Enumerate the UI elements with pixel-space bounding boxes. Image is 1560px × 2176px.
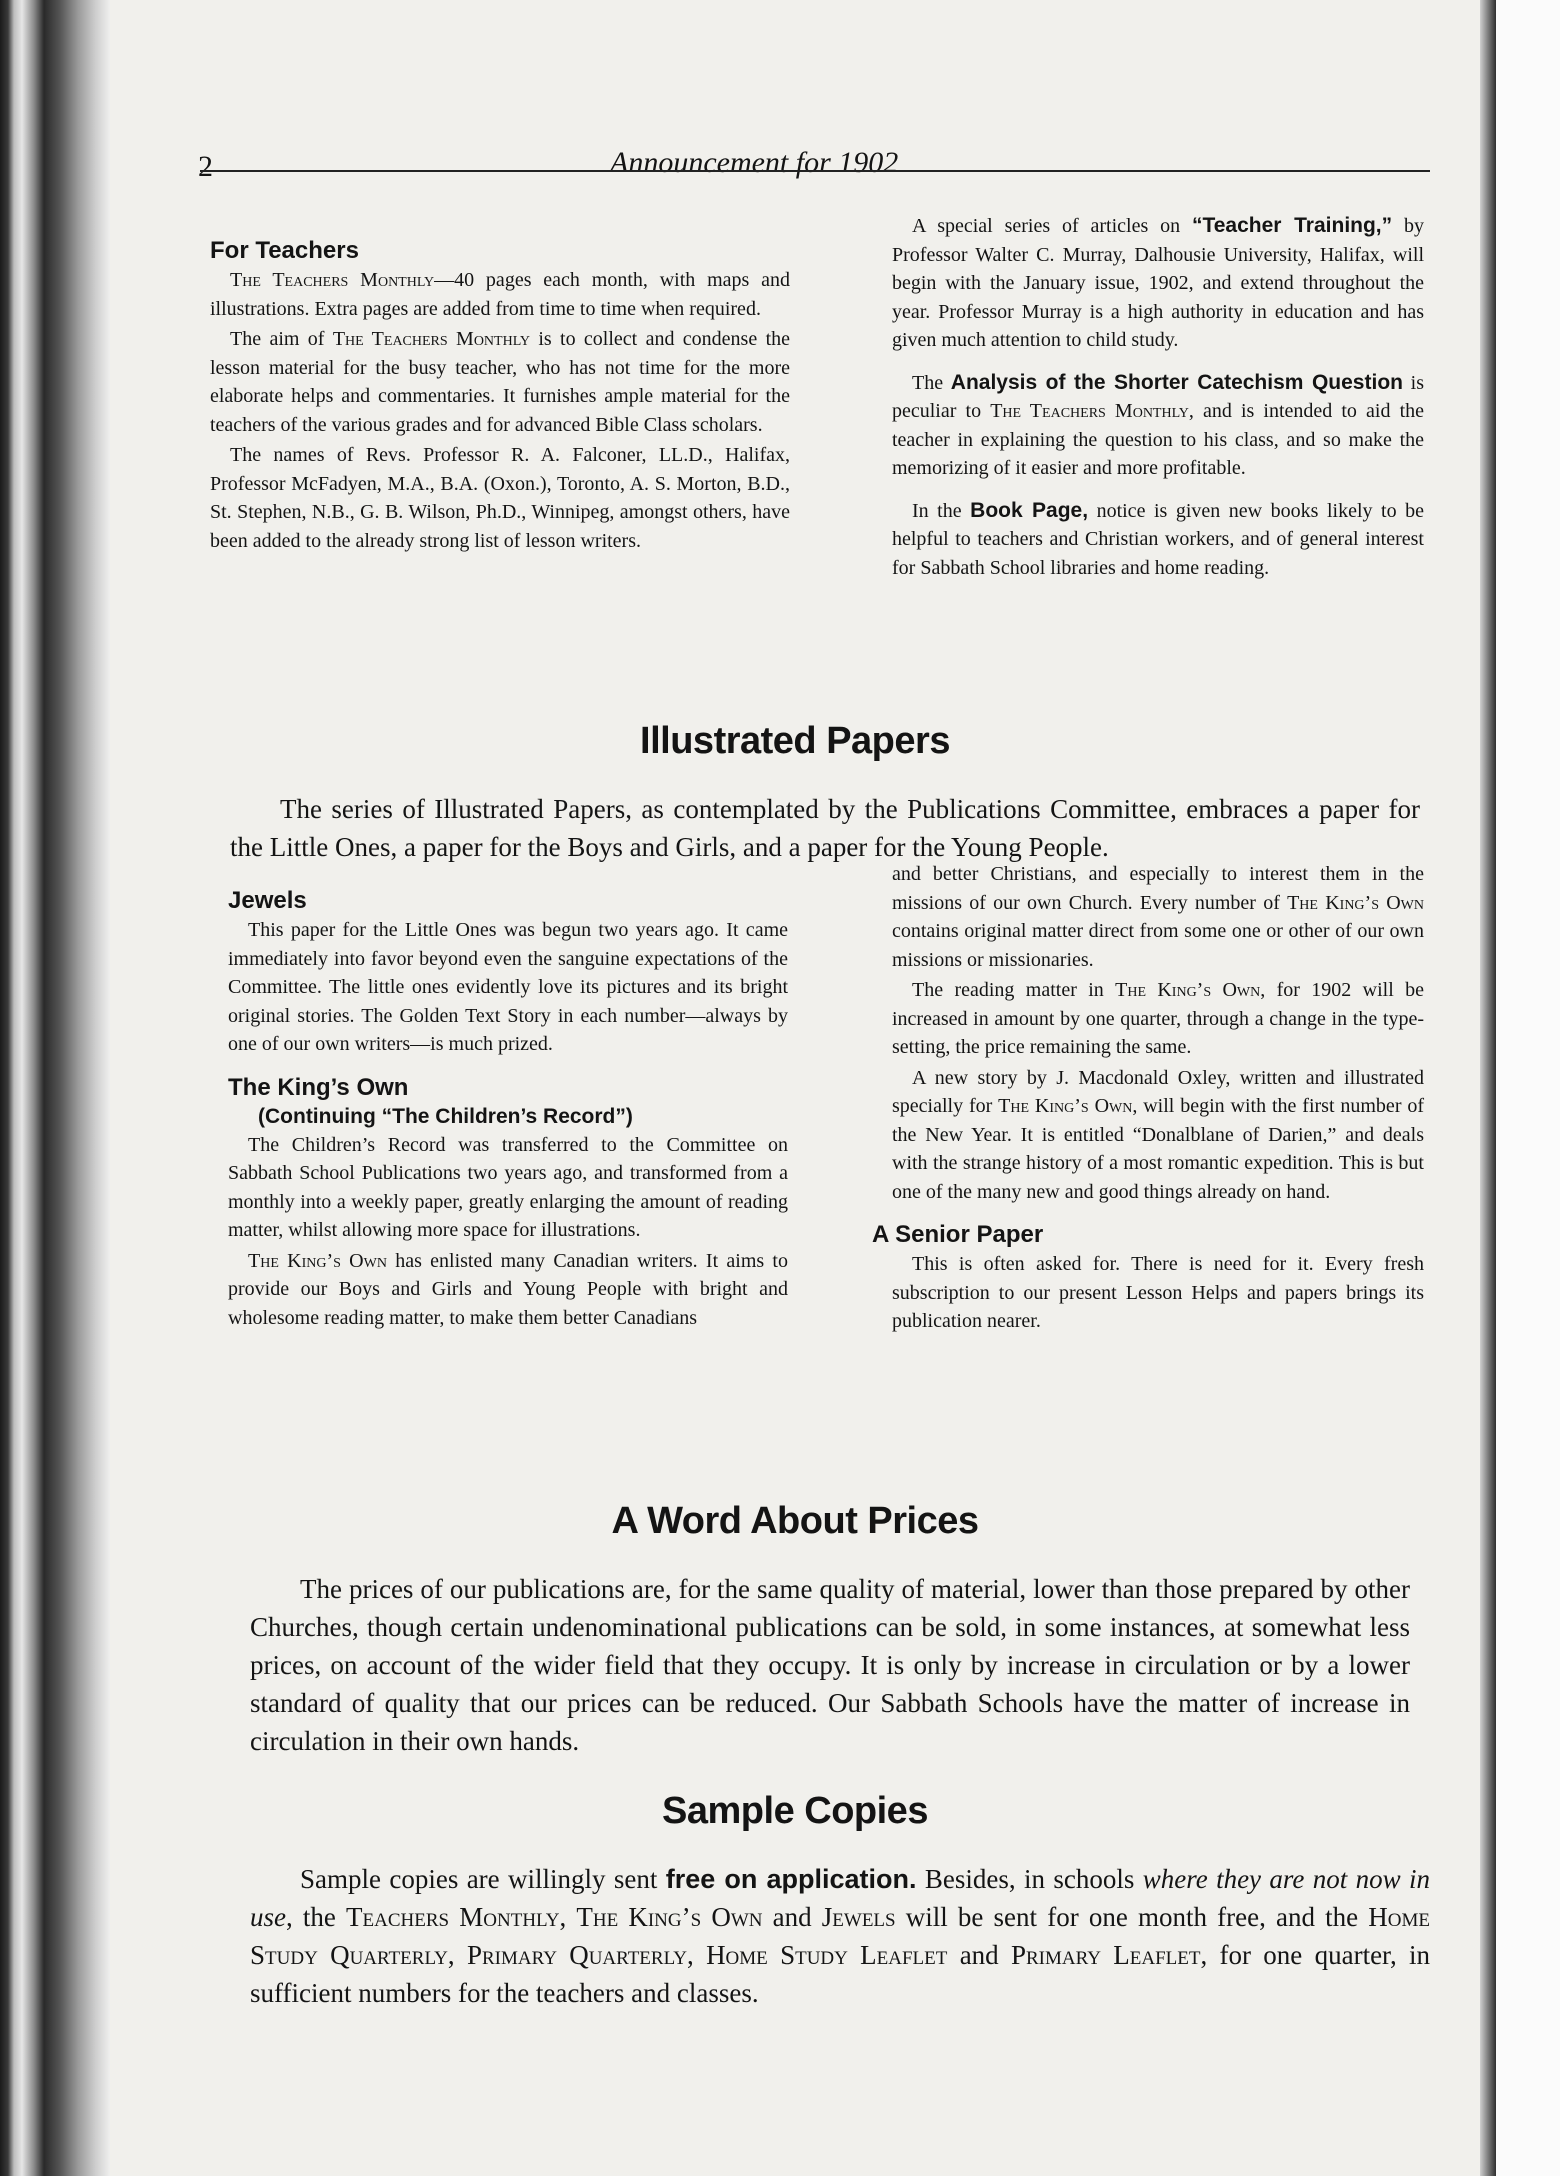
- kings-own-paragraph-continued: [892, 860, 1424, 974]
- kings-own-heading: The King’s Own: [228, 1073, 409, 1101]
- paragraph-text: by Professor Walter C. Murray, Dalhousie University, Halifax, will begin with the January issue, 1902, and extend throughout the year. Professor Murray is a high authority in education and has given much attention to child study.: [892, 215, 1424, 351]
- paragraph-text: contains original matter direct from some one or other of our own missions or missionaries.: [892, 920, 1424, 971]
- paragraph-text: Besides, in schools: [916, 1864, 1143, 1894]
- prices-paragraph: The prices of our publications are, for the same quality of material, lower than those prepared by other Churches, though certain undenominational publications can be sold, in some instances, at somewhat less prices, on account of the wider field that they occupy. It is only by increase in circulation or by a lower standard of quality that our prices can be reduced. Our Sabbath Schools have the matter of increase in circulation in their own hands.: [250, 1574, 1410, 1756]
- paragraph-text: The reading matter in: [912, 979, 1116, 1001]
- teacher-training-column: [892, 212, 1424, 582]
- paragraph-text: will be sent for one month free, and the: [895, 1902, 1369, 1932]
- kings-own-paragraph: The Children’s Record was transferred to the Committee on Sabbath School Publications two years ago, and transformed from a monthly into a weekly paper, greatly enlarging the amount of reading matter, whilst allowing more space for illustrations.: [228, 1133, 788, 1241]
- paragraph-text: Sample copies are willingly sent: [300, 1864, 666, 1894]
- paragraph-text: and: [947, 1940, 1011, 1970]
- paragraph-text: , the: [286, 1902, 347, 1932]
- prices-heading: A Word About Prices: [611, 1500, 979, 1542]
- paragraph-text: , will begin with the first number of the New Year. It is entitled “Donalblane of Darien,” and deals with the strange history of a most romantic expedition. This is but one of the many new and good things already on hand.: [892, 1095, 1425, 1203]
- paragraph-text: has enlisted many Canadian writers. It aims to provide our Boys and Girls and Young People with bright and wholesome reading matter, to make them better Canadians: [228, 1249, 788, 1329]
- jewels-heading: Jewels: [228, 887, 307, 914]
- paragraph-text: notice is given new books likely to be helpful to teachers and Christian workers, and of general interest for Sabbath School libraries and home reading.: [892, 499, 1424, 579]
- paragraph-text: —40 pages each month, with maps and illustrations. Extra pages are added from time to time when required.: [210, 269, 790, 320]
- paragraph-text: In the: [912, 499, 971, 522]
- for-teachers-paragraph: The names of Revs. Professor R. A. Falconer, LL.D., Halifax, Professor McFadyen, M.A., B.A. (Oxon.), Toronto, A. S. Morton, B.D., St. Stephen, N.B., G. B. Wilson, Ph.D., Winnipeg, amongst others, have been added to the already strong list of lesson writers.: [210, 444, 790, 552]
- publication-name: Primary Quarterly: [466, 1940, 687, 1970]
- for-teachers-paragraph: [210, 325, 790, 439]
- italic-term: where they are not now in use: [250, 1864, 1430, 1932]
- running-title: Announcement for 1902: [610, 146, 899, 179]
- bold-term: Analysis of the Shorter Catechism Question: [950, 370, 1403, 394]
- publication-name: Teachers Monthly: [346, 1902, 560, 1932]
- lead-paragraph: The series of Illustrated Papers, as contemplated by the Publications Committee, embraces a paper for the Little Ones, a paper for the Boys and Girls, and a paper for the Young People.: [230, 794, 1420, 862]
- bold-term: Book Page,: [970, 498, 1089, 522]
- publication-name: The King’s Own: [1287, 891, 1424, 914]
- paragraph-text: The aim of: [230, 328, 333, 350]
- book-binding: [0, 0, 110, 2176]
- paragraph-text: ,: [687, 1940, 707, 1970]
- bold-term: free on application.: [665, 1864, 917, 1894]
- publication-name: The Teachers Monthly: [230, 269, 435, 291]
- sample-copies-paragraph: [250, 1860, 1430, 2012]
- publication-name: The King’s Own: [1115, 979, 1261, 1001]
- publication-name: The King’s Own: [998, 1095, 1133, 1117]
- next-page-edge: [1496, 0, 1560, 2176]
- paragraph-text: , and is intended to aid the teacher in explaining the question to his class, and so make the memorizing of it easier and more profitable.: [892, 400, 1425, 479]
- sample-copies-heading: Sample Copies: [662, 1790, 928, 1832]
- kings-own-paragraph: [892, 976, 1424, 1062]
- jewels-kings-own-column: [228, 886, 788, 1332]
- sample-copies-body: [250, 1860, 1430, 2012]
- teacher-training-paragraph: [892, 212, 1424, 355]
- paragraph-text: is peculiar to: [892, 371, 1425, 422]
- page-number: 2: [198, 150, 213, 183]
- scanned-page: [110, 0, 1480, 2176]
- for-teachers-paragraph: [210, 266, 790, 323]
- publication-name: Home Study Leaflet: [706, 1940, 948, 1970]
- paragraph-text: is to collect and condense the lesson material for the busy teacher, who has not time for the more elaborate helps and commentaries. It furnishes ample material for the teachers of the various grades and for advanced Bible Class scholars.: [210, 328, 791, 436]
- illustrated-papers-heading: Illustrated Papers: [640, 720, 950, 762]
- header-rule: [200, 170, 1430, 172]
- bold-term: “Teacher Training,”: [1191, 214, 1393, 237]
- publication-name: The Teachers Monthly: [332, 328, 530, 350]
- kings-own-continued-column: [872, 860, 1425, 1336]
- senior-paper-heading: A Senior Paper: [872, 1221, 1044, 1248]
- publication-name: The Teachers Monthly: [990, 400, 1189, 422]
- paragraph-text: , for 1902 will be increased in amount by one quarter, through a change in the type-setting, the price remaining the same.: [892, 979, 1424, 1058]
- illustrated-papers-lead: [230, 790, 1420, 866]
- publication-name: The King’s Own: [248, 1249, 387, 1272]
- paragraph-text: ,: [559, 1902, 577, 1932]
- kings-own-paragraph: [228, 1247, 788, 1333]
- paragraph-text: and: [762, 1902, 822, 1932]
- publication-name: Home Study Quarterly: [250, 1902, 1430, 1970]
- publication-name: Jewels: [821, 1902, 896, 1932]
- for-teachers-column: [210, 236, 790, 555]
- paragraph-text: A new story by J. Macdonald Oxley, written and illustrated specially for: [892, 1066, 1424, 1117]
- jewels-paragraph: This paper for the Little Ones was begun two years ago. It came immediately into favor beyond even the sanguine expectations of the Committee. The little ones evidently love its pictures and its bright original stories. The Golden Text Story in each number—always by one of our own writers—is much prized.: [228, 919, 788, 1055]
- paragraph-text: The: [912, 371, 951, 394]
- paragraph-text: ,: [447, 1940, 467, 1970]
- book-page-paragraph: [892, 497, 1424, 583]
- paragraph-text: , for one quarter, in sufficient numbers for the teachers and classes.: [250, 1940, 1431, 2008]
- senior-paper-paragraph: This is often asked for. There is need for it. Every fresh subscription to our present Lesson Helps and papers brings its publication nearer.: [892, 1253, 1424, 1332]
- for-teachers-heading: For Teachers: [210, 237, 359, 264]
- publication-name: Primary Leaflet: [1010, 1940, 1201, 1970]
- paragraph-text: and better Christians, and especially to interest them in the missions of our own Church. Every number of: [892, 863, 1424, 914]
- catechism-paragraph: [892, 369, 1424, 483]
- kings-own-subheading: (Continuing “The Children’s Record”): [258, 1104, 633, 1128]
- prices-body: [250, 1570, 1410, 1760]
- kings-own-paragraph: [892, 1064, 1424, 1207]
- paragraph-text: A special series of articles on: [912, 215, 1192, 237]
- publication-name: The King’s Own: [576, 1902, 763, 1932]
